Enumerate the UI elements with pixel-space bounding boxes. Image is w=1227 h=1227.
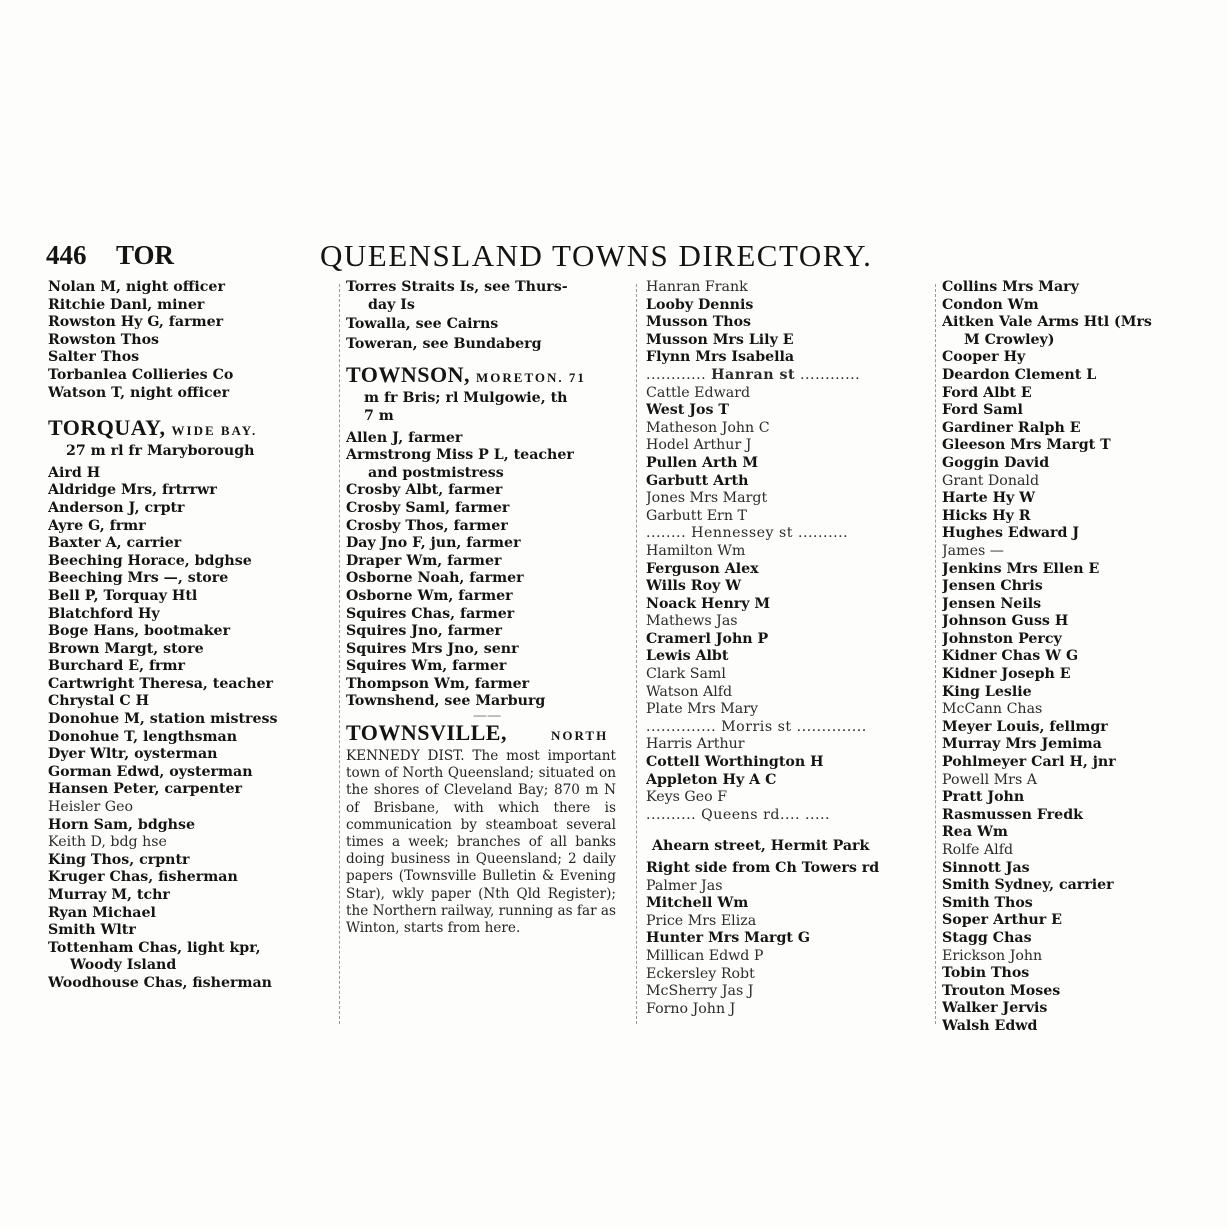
list-item: Palmer Jas — [646, 877, 723, 894]
town-region: NORTH — [550, 728, 609, 744]
list-item: Musson Mrs Lily E — [646, 331, 794, 348]
running-head: TOR — [116, 240, 175, 270]
list-item: Jones Mrs Margt — [646, 490, 768, 507]
list-item: Allen J, farmer — [346, 429, 463, 446]
list-item: Collins Mrs Mary — [942, 279, 1079, 295]
list-col1a — [48, 279, 338, 402]
list-col3a — [646, 279, 934, 367]
list-item: McCann Chas — [942, 701, 1043, 718]
list-item: Towalla, see Cairns — [346, 316, 499, 333]
list-item: Smith Wltr — [48, 922, 136, 939]
list-item: Ferguson Alex — [646, 560, 759, 577]
town-name: TOWNSON, — [346, 362, 471, 388]
list-item: Millican Edwd P — [646, 947, 764, 964]
list-item: James — — [942, 542, 1004, 559]
town-description: m fr Bris; rl Mulgowie, th — [364, 390, 568, 407]
list-item: Garbutt Arth — [646, 472, 749, 489]
list-townson — [346, 430, 628, 712]
page-title: QUEENSLAND TOWNS DIRECTORY. — [320, 238, 873, 273]
scanned-page — [44, 236, 1224, 1036]
list-item: Osborne Wm, farmer — [346, 587, 513, 604]
list-item: Rea Wm — [942, 824, 1008, 841]
list-item: Toweran, see Bundaberg — [346, 335, 542, 352]
list-item: Boge Hans, bootmaker — [48, 623, 231, 640]
list-item: Rasmussen Fredk — [942, 806, 1083, 823]
list-item: Keith D, bdg hse — [48, 834, 167, 851]
list-item: Plate Mrs Mary — [646, 701, 759, 718]
list-item: Gorman Edwd, oysterman — [48, 763, 253, 780]
list-item: Kidner Chas W G — [942, 648, 1079, 665]
list-item: Rolfe Alfd — [942, 842, 1014, 858]
town-description: KENNEDY DIST. The most important town of North Queensland; situated on the shores of Cleveland Bay; 870 m N of Brisbane, with which there is communication by steamboat several times a week; branches of all banks doing business in Queensland; 2 daily papers (Townsville Bulletin & Evening Star), wkly paper (Nth Qld Register); the Northern railway, running as far as Winton, starts from here. — [346, 748, 616, 937]
list-item: Donohue T, lengthsman — [48, 728, 238, 745]
list-item: Harris Arthur — [646, 736, 745, 753]
town-description: 7 m — [364, 407, 394, 424]
list-item: Goggin David — [942, 454, 1050, 471]
street-name: Morris st — [721, 718, 792, 735]
list-item: Pratt John — [942, 789, 1025, 806]
list-item: Cooper Hy — [942, 349, 1026, 366]
list-item: Matheson John C — [646, 419, 770, 436]
list-item: Draper Wm, farmer — [346, 552, 502, 569]
list-item: Torres Straits Is, see Thurs- — [346, 279, 568, 295]
list-item: Johnson Guss H — [942, 613, 1069, 630]
list-item: Smith Thos — [942, 894, 1033, 911]
list-torquay — [48, 465, 338, 993]
column-4 — [942, 279, 1224, 1036]
page-number: 446 — [46, 240, 87, 270]
list-item: Aird H — [48, 464, 101, 481]
list-item: Armstrong Miss P L, teacher — [346, 447, 574, 464]
town-region: WIDE BAY. — [171, 423, 258, 439]
list-item: Ryan Michael — [48, 904, 156, 921]
list-item: Ford Saml — [942, 402, 1023, 419]
list-item: Wills Roy W — [646, 578, 742, 595]
list-item: Deardon Clement L — [942, 366, 1097, 383]
list-item: Jensen Chris — [942, 578, 1043, 595]
street-divider: .............. Morris st .............. — [646, 718, 867, 735]
town-heading-torquay — [48, 416, 338, 443]
list-item: Squires Wm, farmer — [346, 658, 507, 675]
list-item: M Crowley) — [964, 331, 1055, 348]
divider: —— — [472, 708, 502, 725]
list-item: Ayre G, frmr — [48, 517, 146, 534]
list-item: Squires Jno, farmer — [346, 623, 502, 640]
list-item: Cattle Edward — [646, 384, 751, 401]
list-item: McSherry Jas J — [646, 983, 754, 1000]
list-item: Pohlmeyer Carl H, jnr — [942, 754, 1116, 771]
list-item: Thompson Wm, farmer — [346, 675, 530, 692]
column-3 — [646, 279, 934, 1036]
street-divider: ............ Hanran st ............ — [646, 366, 861, 383]
list-item: Torbanlea Collieries Co — [48, 366, 234, 383]
list-item: Stagg Chas — [942, 929, 1032, 946]
list-item: Johnston Percy — [942, 630, 1062, 647]
list-item: Jenkins Mrs Ellen E — [942, 560, 1100, 577]
town-name: TOWNSVILLE, — [346, 720, 507, 746]
list-item: Trouton Moses — [942, 982, 1061, 999]
list-item: Walker Jervis — [942, 1000, 1048, 1017]
list-item: Ritchie Danl, miner — [48, 296, 205, 313]
list-item: Flynn Mrs Isabella — [646, 349, 795, 366]
list-item: King Leslie — [942, 683, 1032, 700]
list-item: Walsh Edwd — [942, 1017, 1038, 1034]
page-header — [44, 236, 1224, 276]
list-item: Brown Margt, store — [48, 640, 204, 657]
list-item: Kruger Chas, fisherman — [48, 869, 238, 886]
list-item: Crosby Albt, farmer — [346, 482, 503, 499]
list-item: Condon Wm — [942, 296, 1039, 313]
list-item: Kidner Joseph E — [942, 666, 1071, 683]
street-name: Hennessey st — [691, 525, 793, 542]
list-item: Beeching Mrs —, store — [48, 570, 229, 587]
street-name: Queens rd — [701, 806, 780, 823]
list-item: Horn Sam, bdghse — [48, 816, 196, 833]
list-item: Sinnott Jas — [942, 859, 1030, 876]
list-item: Heisler Geo — [48, 799, 134, 816]
list-item: Hicks Hy R — [942, 507, 1031, 524]
list-item: Appleton Hy A C — [646, 771, 777, 788]
list-item: Soper Arthur E — [942, 912, 1062, 929]
list-item: Osborne Noah, farmer — [346, 570, 524, 587]
list-item: Erickson John — [942, 947, 1043, 964]
list-item: Murray Mrs Jemima — [942, 736, 1102, 753]
list-item: and postmistress — [368, 464, 504, 481]
list-item: Ford Albt E — [942, 384, 1032, 401]
list-item: Looby Dennis — [646, 296, 754, 313]
list-item: Woodhouse Chas, fisherman — [48, 974, 272, 991]
street-subheading: Right side from Ch Towers rd — [646, 860, 880, 876]
list-item: Gleeson Mrs Margt T — [942, 437, 1111, 454]
list-item: Lewis Albt — [646, 648, 729, 665]
list-item: Watson Alfd — [646, 683, 733, 700]
list-item: Hunter Mrs Margt G — [646, 930, 811, 947]
list-item: Harte Hy W — [942, 490, 1036, 507]
list-item: Cartwright Theresa, teacher — [48, 675, 274, 692]
list-item: Eckersley Robt — [646, 965, 755, 982]
list-item: Hansen Peter, carpenter — [48, 781, 243, 798]
list-item: Powell Mrs A — [942, 771, 1037, 788]
list-item: Grant Donald — [942, 472, 1040, 489]
list-item: Donohue M, station mistress — [48, 711, 278, 728]
list-item: Dyer Wltr, oysterman — [48, 746, 218, 763]
list-col3c — [646, 543, 934, 719]
list-item: Rowston Thos — [48, 331, 160, 348]
list-item: Hodel Arthur J — [646, 437, 752, 454]
list-item: Nolan M, night officer — [48, 279, 225, 295]
list-item: Hughes Edward J — [942, 525, 1080, 542]
list-item: Watson T, night officer — [48, 384, 230, 401]
list-item: Day Jno F, jun, farmer — [346, 535, 521, 552]
street-divider: .......... Queens rd.... ..... — [646, 806, 831, 823]
list-item: Rowston Hy G, farmer — [48, 314, 224, 331]
list-item: Burchard E, frmr — [48, 658, 186, 675]
street-divider: ........ Hennessey st .......... — [646, 525, 849, 542]
list-item: Cottell Worthington H — [646, 754, 824, 771]
list-item: Salter Thos — [48, 349, 140, 366]
list-col3b — [646, 385, 934, 526]
list-item: Aldridge Mrs, frtrrwr — [48, 482, 217, 499]
list-item: Jensen Neils — [942, 595, 1042, 612]
list-item: Price Mrs Eliza — [646, 912, 757, 929]
list-item: Mathews Jas — [646, 613, 738, 630]
list-item: Beeching Horace, bdghse — [48, 552, 252, 569]
list-item: Crosby Thos, farmer — [346, 517, 508, 534]
list-item: Tottenham Chas, light kpr, — [48, 939, 261, 956]
list-item: Smith Sydney, carrier — [942, 877, 1114, 894]
list-item: Clark Saml — [646, 666, 726, 683]
list-item: Mitchell Wm — [646, 895, 749, 912]
column-2 — [346, 279, 628, 1036]
town-heading-townsville — [346, 721, 628, 748]
column-rule — [339, 284, 340, 1024]
list-item: Forno John J — [646, 1000, 736, 1017]
list-item: Noack Henry M — [646, 595, 771, 612]
list-item: Woody Island — [70, 957, 177, 974]
list-item: Squires Chas, farmer — [346, 605, 515, 622]
list-item: Squires Mrs Jno, senr — [346, 640, 519, 657]
list-item: Pullen Arth M — [646, 454, 759, 471]
column-rule — [935, 284, 936, 1024]
list-item: West Jos T — [646, 402, 729, 419]
list-item: Meyer Louis, fellmgr — [942, 718, 1108, 735]
list-item: Bell P, Torquay Htl — [48, 587, 198, 604]
list-col3d — [646, 736, 934, 806]
list-item: Anderson J, crptr — [48, 499, 185, 516]
list-item: Hamilton Wm — [646, 542, 746, 559]
list-item: Aitken Vale Arms Htl (Mrs — [942, 314, 1152, 331]
town-name: TORQUAY, — [48, 415, 166, 441]
list-item: Chrystal C H — [48, 693, 150, 710]
list-item: Musson Thos — [646, 314, 752, 331]
list-item: Garbutt Ern T — [646, 507, 747, 524]
column-1 — [48, 279, 338, 1036]
list-item: Cramerl John P — [646, 630, 769, 647]
list-item: Baxter A, carrier — [48, 535, 182, 552]
list-item: Keys Geo F — [646, 789, 728, 806]
list-col4 — [942, 279, 1224, 1036]
list-item: Hanran Frank — [646, 279, 748, 295]
list-item: Blatchford Hy — [48, 605, 160, 622]
street-name: Hanran st — [711, 366, 796, 383]
list-item: Crosby Saml, farmer — [346, 499, 510, 516]
town-region: MORETON. 71 — [476, 370, 586, 386]
list-item: day Is — [368, 296, 415, 313]
street-heading: Ahearn street, Hermit Park — [652, 838, 870, 855]
town-description: 27 m rl fr Maryborough — [66, 443, 255, 460]
town-heading-townson — [346, 363, 628, 390]
list-item: Tobin Thos — [942, 965, 1030, 982]
list-col3e — [646, 878, 934, 1019]
list-item: Townshend, see Marburg — [346, 693, 546, 710]
list-item: Gardiner Ralph E — [942, 419, 1081, 436]
list-item: Murray M, tchr — [48, 887, 170, 903]
column-rule — [636, 284, 637, 1024]
list-item: King Thos, crpntr — [48, 851, 190, 868]
